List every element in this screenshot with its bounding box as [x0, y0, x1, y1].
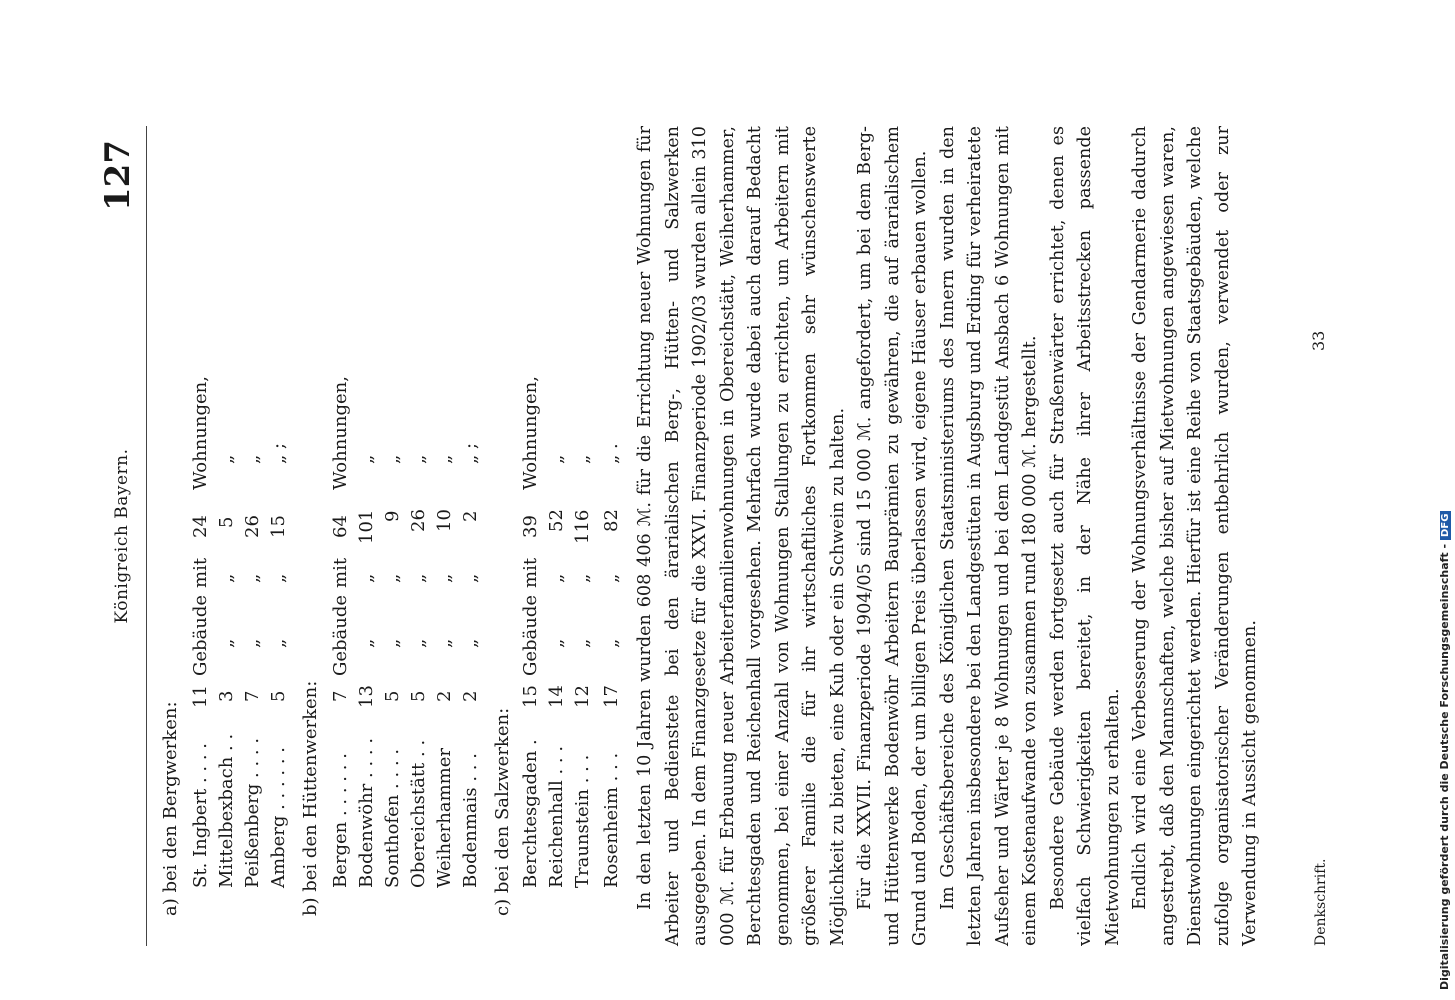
location-name: Bodenmais . . . — [460, 753, 481, 888]
dwelling-count: 15 — [268, 515, 289, 538]
dwelling-count: 82 — [601, 509, 622, 532]
prep-label: „ — [601, 573, 622, 583]
suffix-label: Wohnungen, — [330, 376, 351, 490]
building-count: 7 — [242, 690, 263, 702]
building-count: 5 — [268, 690, 289, 702]
dwelling-count: 26 — [242, 515, 263, 538]
dwelling-count: 39 — [520, 515, 541, 538]
building-count: 12 — [572, 685, 593, 708]
prep-label: mit — [520, 557, 541, 588]
unit-label: Gebäude — [330, 594, 351, 676]
unit-label: „ — [242, 638, 263, 648]
building-count: 2 — [460, 690, 481, 702]
suffix-label: „ — [382, 454, 403, 464]
building-count: 5 — [382, 690, 403, 702]
dwelling-count: 64 — [330, 515, 351, 538]
suffix-label: „ . — [601, 443, 622, 464]
suffix-label: „ — [216, 454, 237, 464]
location-name: Obereichstätt . . — [408, 739, 429, 888]
signature-mark: 33 — [1309, 330, 1328, 351]
unit-label: „ — [434, 638, 455, 648]
unit-label: „ — [216, 638, 237, 648]
suffix-label: „ ; — [460, 442, 481, 464]
unit-label: „ — [460, 638, 481, 648]
dwelling-count: 116 — [572, 509, 593, 544]
dwelling-count: 26 — [408, 509, 429, 532]
footer-title: Denkschrift. — [1313, 858, 1329, 946]
location-name: St. Ingbert . . . . — [190, 742, 211, 888]
building-count: 3 — [216, 690, 237, 702]
digitization-text: Digitalisierung gefördert durch die Deutsche Forschungsgemeinschaft - — [1438, 543, 1451, 990]
paragraph: Endlich wird eine Verbesserung der Wohnungsverhältnisse der Gendarmerie dadurch angestrebt, daß den Mannschaften, welche bisher auf Mietwohnungen angewiesen waren, Dienstwohnungen eingerichtet werden. Hierfür ist eine Reihe von Staatsgebäuden, welche zufolge organisatorischer Veränderungen entbehrlich wurden, verwendet oder zur Verwendung in Aussicht genommen. — [1130, 126, 1260, 946]
prep-label: „ — [434, 573, 455, 583]
prep-label: „ — [408, 573, 429, 583]
page-number: 127 — [98, 140, 138, 211]
suffix-label: Wohnungen, — [520, 376, 541, 490]
location-name: Amberg . . . . . . — [268, 746, 289, 888]
dfg-logo: DFG — [1440, 511, 1451, 540]
location-name: Berchtesgaden . — [520, 739, 541, 888]
suffix-label: „ — [242, 454, 263, 464]
paragraph: Besondere Gebäude werden fortgesetzt auch für Straßenwärter errichtet, denen es vielfach Schwierigkeiten bereitet, in der Nähe ihrer Arbeitsstrecken passende Mietwohnungen zu erhalten. — [1047, 126, 1123, 946]
location-name: Weiherhammer — [434, 747, 455, 888]
building-count: 5 — [408, 690, 429, 702]
unit-label: „ — [601, 638, 622, 648]
dwelling-count: 10 — [434, 509, 455, 532]
unit-label: „ — [546, 638, 567, 648]
dwelling-count: 5 — [216, 516, 237, 528]
unit-label: „ — [572, 638, 593, 648]
prep-label: mit — [190, 557, 211, 588]
building-count: 14 — [546, 685, 567, 708]
section-a-label: a) bei den Bergwerken: — [160, 701, 181, 916]
section-c-label: c) bei den Salzwerken: — [492, 707, 513, 916]
building-count: 15 — [520, 685, 541, 708]
suffix-label: „ — [572, 454, 593, 464]
prep-label: mit — [330, 557, 351, 588]
dwelling-count: 24 — [190, 515, 211, 538]
building-count: 2 — [434, 690, 455, 702]
location-name: Reichenhall . . . — [546, 745, 567, 888]
unit-label: Gebäude — [520, 594, 541, 676]
building-count: 13 — [356, 685, 377, 708]
suffix-label: „ — [356, 454, 377, 464]
dwelling-count: 101 — [356, 509, 377, 544]
location-name: Traunstein . . . — [572, 754, 593, 888]
unit-label: „ — [382, 638, 403, 648]
unit-label: „ — [408, 638, 429, 648]
section-b-label: b) bei den Hüttenwerken: — [300, 680, 321, 916]
dwelling-count: 2 — [460, 510, 481, 522]
body-text — [601, 126, 1265, 946]
location-name: Rosenheim . . . — [601, 752, 622, 888]
page-footer — [1307, 126, 1337, 946]
prep-label: „ — [268, 573, 289, 583]
running-head — [98, 126, 144, 946]
building-count: 7 — [330, 690, 351, 702]
page-content — [98, 126, 1344, 946]
dwelling-count: 52 — [546, 509, 567, 532]
paragraph: In den letzten 10 Jahren wurden 608 406 ℳ. für die Errichtung neuer Wohnungen für Arbeiter und Bedienstete bei den ärarialischen Berg-, Hütten- und Salzwerken ausgegeben. In dem Finanzgesetze für die XXVI. Finanzperiode 1902/03 wurden allein 310 000 ℳ. für Erbauung neuer Arbeiterfamilienwohnungen in Obereichstätt, Weiherhammer, Berchtesgaden und Reichenhall vorgesehen. Mehrfach wurde dabei auch darauf Bedacht genommen, bei einer Anzahl von Wohnungen Stallungen zu errichten, um Arbeitern mit größerer Familie die für ihr wirtschaftliches Fortkommen sehr wünschenswerte Möglichkeit zu bieten, eine Kuh oder ein Schwein zu halten. — [635, 126, 848, 946]
location-name: Bergen . . . . . . — [330, 753, 351, 888]
location-name: Sonthofen . . . . — [382, 748, 403, 888]
building-count: 17 — [601, 685, 622, 708]
digitization-note — [1438, 10, 1452, 990]
location-name: Bodenwöhr . . . . — [356, 737, 377, 888]
suffix-label: Wohnungen, — [190, 376, 211, 490]
location-name: Peißenberg . . . . — [242, 737, 263, 888]
prep-label: „ — [460, 573, 481, 583]
page-title: Königreich Bayern. — [112, 448, 132, 624]
table-row — [598, 68, 624, 888]
prep-label: „ — [572, 573, 593, 583]
prep-label: „ — [242, 573, 263, 583]
suffix-label: „ — [434, 454, 455, 464]
unit-label: „ — [268, 638, 289, 648]
building-count: 11 — [190, 685, 211, 708]
suffix-label: „ ; — [268, 442, 289, 464]
prep-label: „ — [546, 573, 567, 583]
paragraph: Für die XXVII. Finanzperiode 1904/05 sind 15 000 ℳ. angefordert, um bei dem Berg- und Hüttenwerke Bodenwöhr Arbeitern Bauprämien zu gewähren, die auf ärarialischem Grund und Boden, der um billigen Preis überlassen wird, eigene Häuser erbauen wollen. — [855, 126, 930, 946]
suffix-label: „ — [546, 454, 567, 464]
prep-label: „ — [382, 573, 403, 583]
prep-label: „ — [216, 573, 237, 583]
location-name: Mittelbexbach . . — [216, 733, 237, 888]
suffix-label: „ — [408, 454, 429, 464]
header-rule — [146, 126, 147, 946]
unit-label: „ — [356, 638, 377, 648]
unit-label: Gebäude — [190, 594, 211, 676]
dwelling-count: 9 — [382, 510, 403, 522]
prep-label: „ — [356, 573, 377, 583]
paragraph: Im Geschäftsbereiche des Königlichen Staatsministeriums des Innern wurden in den letzten Jahren insbesondere bei den Landgestüten in Augsburg und Erding für verheiratete Aufseher und Wärter je 8 Wohnungen und bei dem Landgestüt Ansbach 6 Wohnungen mit einem Kostenaufwande von zusammen rund 180 000 ℳ. hergestellt. — [937, 126, 1040, 946]
